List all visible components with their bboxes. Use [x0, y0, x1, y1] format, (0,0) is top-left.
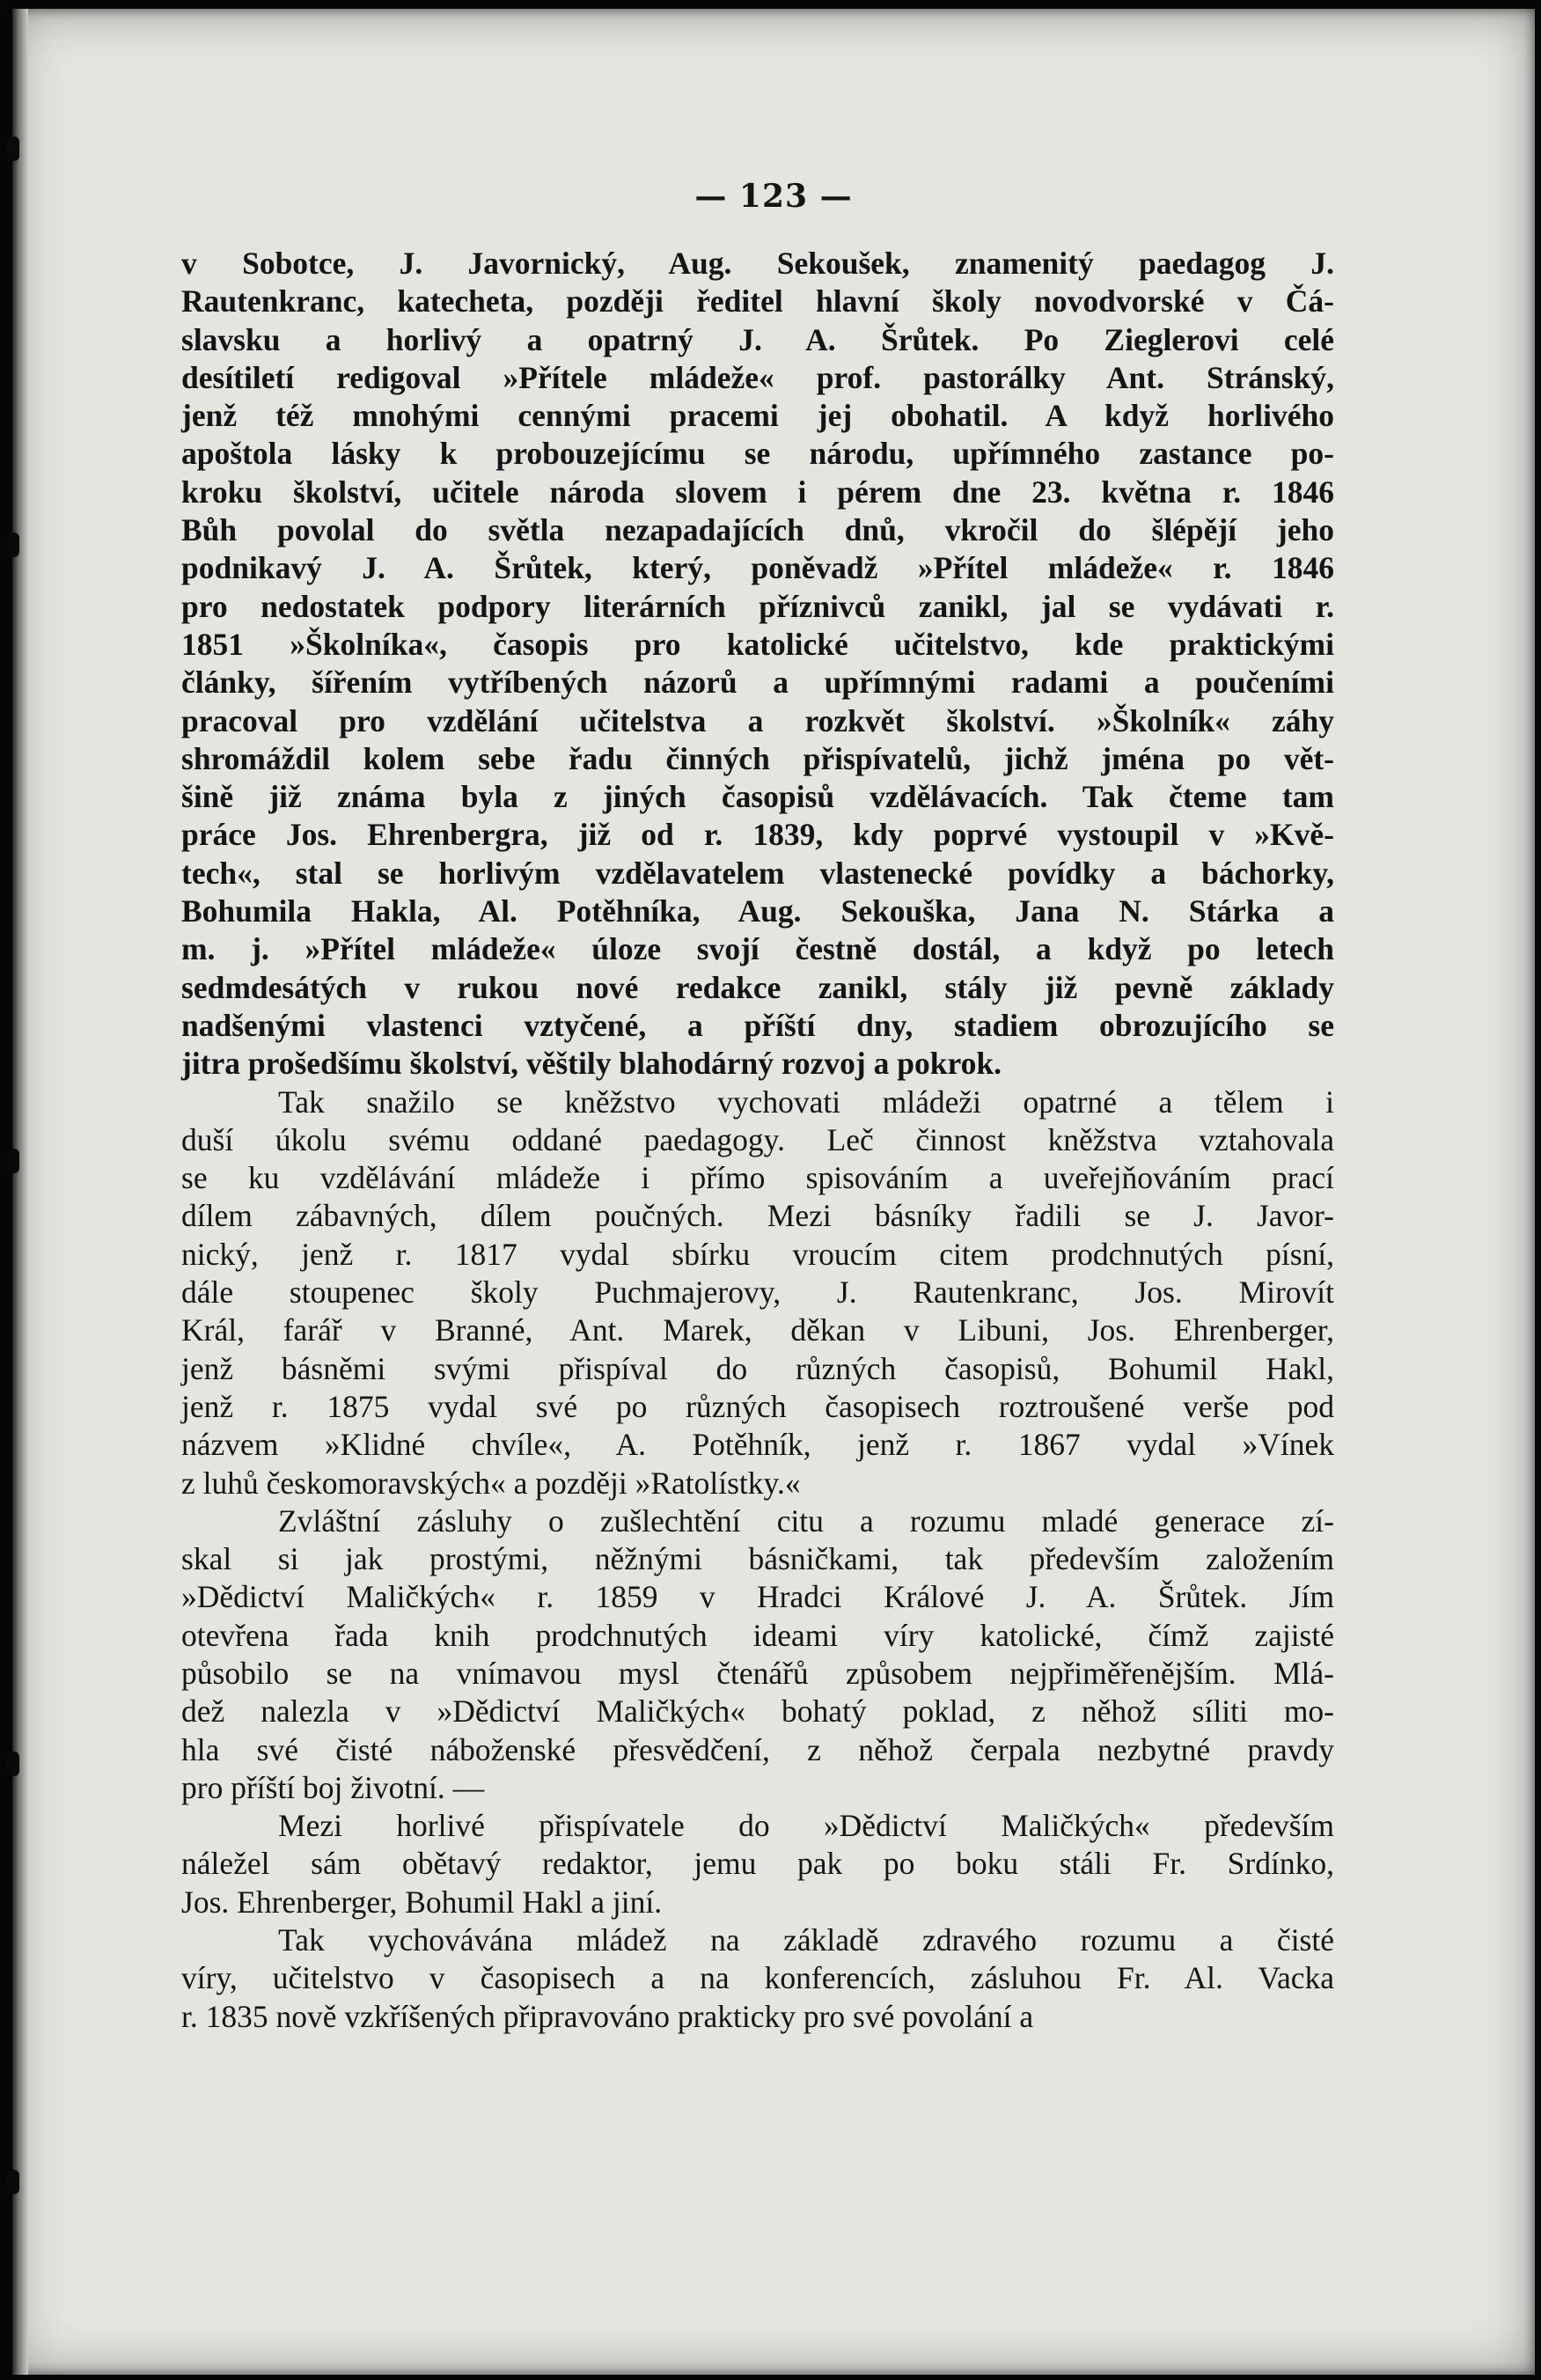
text-line: Jos. Ehrenberger, Bohumil Hakl a jiní.	[181, 1884, 663, 1920]
book-page	[12, 9, 1535, 2375]
text-line: názvem »Klidné chvíle«, A. Potěhník, jenž r. 1867 vydal »Vínek	[181, 1427, 1334, 1463]
binding-mark	[7, 136, 19, 161]
text-line: dále stoupenec školy Puchmajerovy, J. Rautenkranc, Jos. Mirovít	[181, 1274, 1334, 1311]
binding-mark	[7, 1149, 19, 1173]
text-line: Mezi horlivé přispívatele do »Dědictví Maličkých« především	[278, 1808, 1334, 1844]
text-line: dež nalezla v »Dědictví Maličkých« bohatý poklad, z něhož síliti mo-	[181, 1693, 1334, 1730]
binding-mark	[7, 1752, 19, 1776]
text-line: Bohumila Hakla, Al. Potěhníka, Aug. Sekouška, Jana N. Stárka a	[181, 893, 1334, 929]
text-line: jitra prošedšímu školství, věštily blahodárný rozvoj a pokrok.	[181, 1046, 1002, 1082]
paragraph	[181, 245, 1334, 1083]
text-line: jenž básněmi svými přispíval do různých časopisů, Bohumil Hakl,	[181, 1350, 1334, 1386]
text-line: z luhů českomoravských« a později »Ratolístky.«	[181, 1465, 801, 1501]
text-line: Bůh povolal do světla nezapadajících dnů, vkročil do šlépějí jeho	[181, 512, 1334, 548]
text-line: tech«, stal se horlivým vzdělavatelem vlastenecké povídky a báchorky,	[181, 855, 1334, 891]
text-line: víry, učitelstvo v časopisech a na konferencích, zásluhou Fr. Al. Vacka	[181, 1960, 1334, 1996]
text-line: shromáždil kolem sebe řadu činných přispívatelů, jichž jména po vět-	[181, 740, 1334, 776]
text-line: Král, farář v Branné, Ant. Marek, děkan v Libuni, Jos. Ehrenberger,	[181, 1312, 1334, 1348]
text-line: dílem zábavných, dílem poučných. Mezi básníky řadili se J. Javor-	[181, 1198, 1334, 1234]
text-line: slavsku a horlivý a opatrný J. A. Šrůtek. Po Zieglerovi celé	[181, 321, 1334, 357]
text-line: hla své čisté náboženské přesvědčení, z něhož čerpala nezbytné pravdy	[181, 1731, 1334, 1767]
text-line: otevřena řada knih prodchnutých ideami víry katolické, čímž zajisté	[181, 1617, 1334, 1653]
text-line: náležel sám obětavý redaktor, jemu pak po boku stáli Fr. Srdínko,	[181, 1846, 1334, 1882]
binding-mark	[7, 533, 19, 557]
body-text	[181, 245, 1334, 2036]
text-line: m. j. »Přítel mládeže« úloze svojí čestně dostál, a když po letech	[181, 931, 1334, 967]
paragraph	[181, 1921, 1334, 2036]
text-line: pro nedostatek podpory literárních příznivců zanikl, jal se vydávati r.	[181, 588, 1334, 624]
text-line: kroku školství, učitele národa slovem i pérem dne 23. května r. 1846	[181, 474, 1334, 510]
text-line: se ku vzdělávání mládeže i přímo spisováním a uveřejňováním prací	[181, 1160, 1334, 1196]
text-line: jenž též mnohými cennými pracemi jej obohatil. A když horlivého	[181, 398, 1334, 434]
text-line: šině již známa byla z jiných časopisů vzdělávacích. Tak čteme tam	[181, 779, 1334, 815]
text-line: Zvláštní zásluhy o zušlechtění citu a rozumu mladé generace zí-	[278, 1502, 1334, 1539]
text-line: pracoval pro vzdělání učitelstva a rozkvět školství. »Školník« záhy	[181, 702, 1334, 738]
text-line: Rautenkranc, katecheta, později ředitel hlavní školy novodvorské v Čá-	[181, 283, 1334, 320]
text-line: práce Jos. Ehrenbergra, již od r. 1839, kdy poprvé vystoupil v »Kvě-	[181, 817, 1334, 853]
text-line: skal si jak prostými, něžnými básničkami, tak především založením	[181, 1541, 1334, 1577]
text-line: desítiletí redigoval »Přítele mládeže« prof. pastorálky Ant. Stránský,	[181, 359, 1334, 395]
text-line: nadšenými vlastenci vztyčené, a příští dny, stadiem obrozujícího se	[181, 1007, 1334, 1043]
text-line: »Dědictví Maličkých« r. 1859 v Hradci Králové J. A. Šrůtek. Jím	[181, 1579, 1334, 1615]
text-line: sedmdesátých v rukou nové redakce zanikl, stály již pevně základy	[181, 969, 1334, 1005]
text-line: Tak vychovávána mládež na základě zdravého rozumu a čisté	[278, 1922, 1334, 1958]
text-line: r. 1835 nově vzkříšených připravováno prakticky pro své povolání a	[181, 1998, 1034, 2034]
text-line: jenž r. 1875 vydal své po různých časopisech roztroušené verše pod	[181, 1388, 1334, 1424]
text-line: apoštola lásky k probouzejícímu se národu, upřímného zastance po-	[181, 436, 1334, 472]
text-line: podnikavý J. A. Šrůtek, který, poněvadž »Přítel mládeže« r. 1846	[181, 550, 1334, 586]
text-line: nický, jenž r. 1817 vydal sbírku vroucím citem prodchnutých písní,	[181, 1236, 1334, 1272]
text-line: Tak snažilo se kněžstvo vychovati mládeži opatrné a tělem i	[278, 1083, 1334, 1120]
binding-edge	[12, 9, 28, 2375]
text-line: duší úkolu svému oddané paedagogy. Leč činnost kněžstva vztahovala	[181, 1121, 1334, 1157]
paragraph	[181, 1083, 1334, 1502]
paragraph	[181, 1502, 1334, 1807]
paragraph	[181, 1807, 1334, 1921]
text-line: působilo se na vnímavou mysl čtenářů způsobem nejpřiměřenějším. Mlá-	[181, 1655, 1334, 1691]
text-line: v Sobotce, J. Javornický, Aug. Sekoušek, znamenitý paedagog J.	[181, 246, 1334, 281]
text-line: 1851 »Školníka«, časopis pro katolické učitelstvo, kde praktickými	[181, 626, 1334, 662]
page-number: — 123 —	[694, 178, 853, 215]
text-line: pro příští boj životní. —	[181, 1769, 485, 1805]
binding-mark	[7, 2170, 19, 2194]
text-line: články, šířením vytříbených názorů a upřímnými radami a poučeními	[181, 665, 1334, 701]
